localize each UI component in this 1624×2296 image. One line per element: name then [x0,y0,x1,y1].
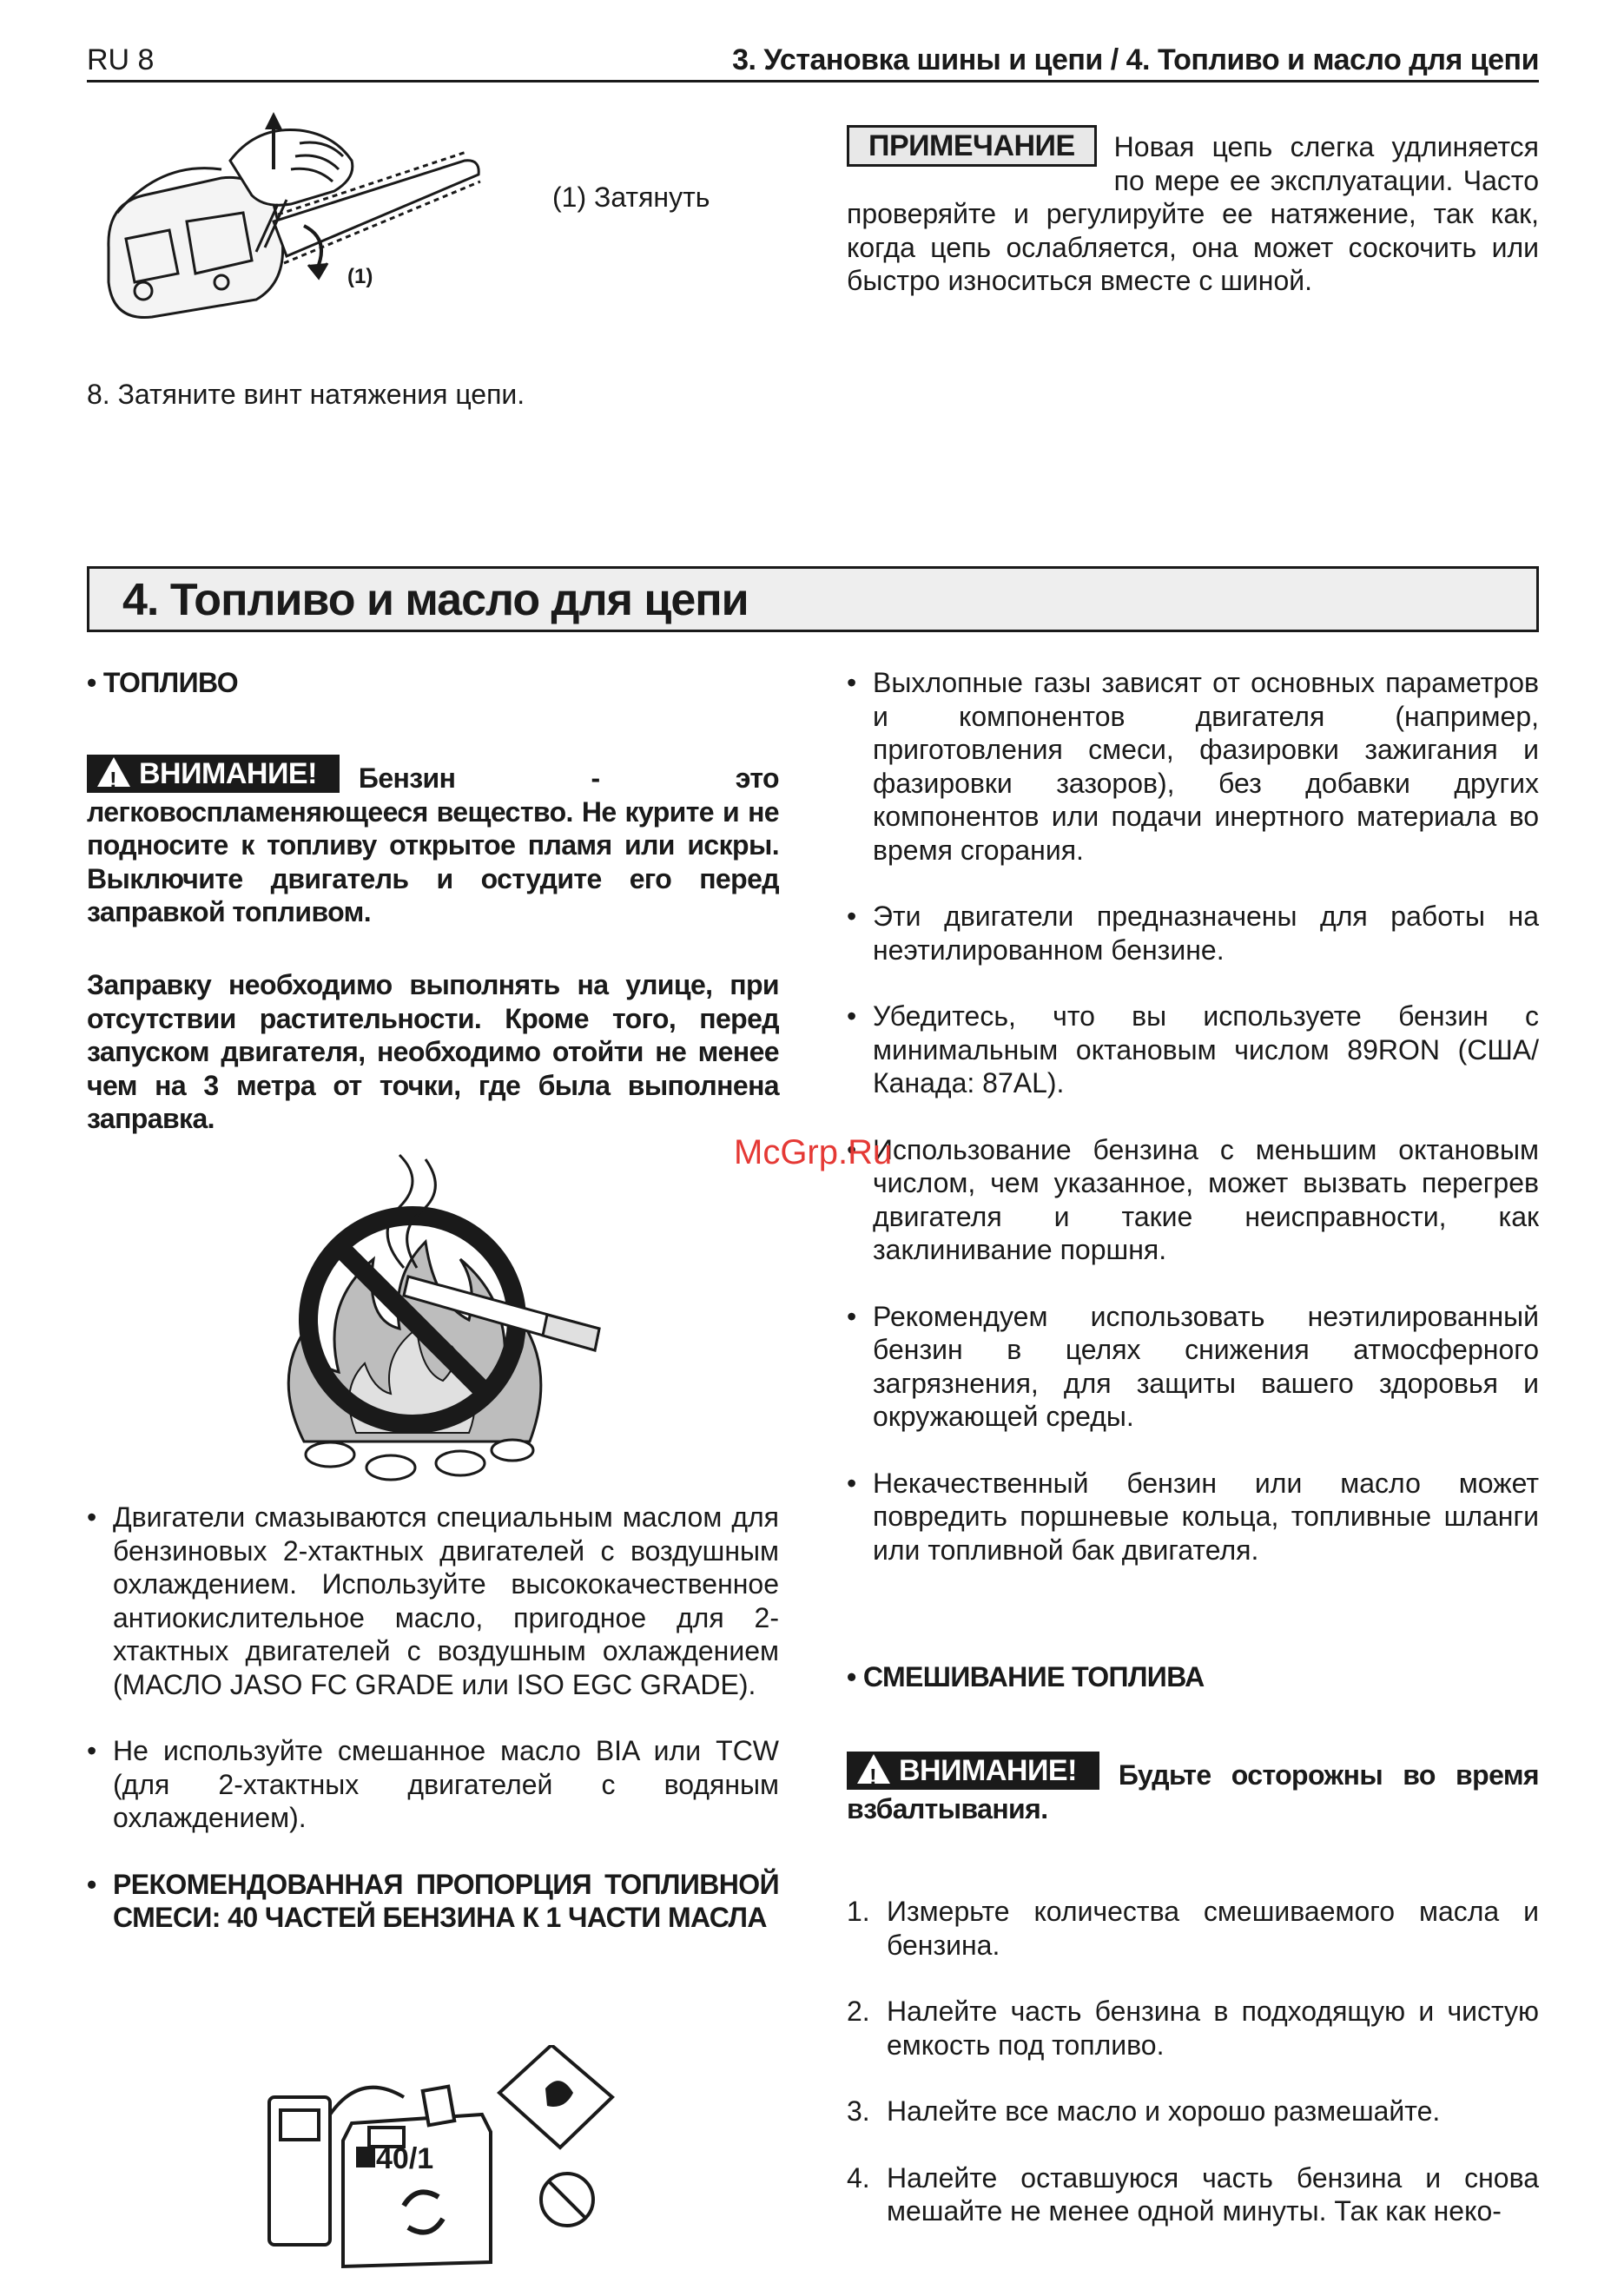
list-item: • Эти двигатели предназначены для работы на неэтилированном бензине. [847,900,1539,967]
warning-triangle-icon [857,1754,890,1784]
mixing-steps [847,1895,1539,2228]
list-item: • Выхлопные газы зависят от основных параметров и компонентов двигателя (например, приготовления смеси, фазировки зажигания и фазировки зазоров), без добавки других компонентов или подачи инертного материала во время сгорания. [847,666,1539,867]
fuel-warning-block [87,757,779,929]
mixing-warning-text: Будьте осторожны во время взбалтывания. [847,1759,1539,1824]
refuel-text: Заправку необходимо выполнять на улице, при отсутствии растительности. Кроме того, перед запуском двигателя, необходимо отойти не менее чем на 3 метра от точки, где была выполнена заправка. [87,969,779,1134]
note-label: ПРИМЕЧАНИЕ [847,125,1097,167]
chainsaw-tightening-illustration [91,109,491,352]
note-text: Новая цепь слегка удлиняется по мере ее эксплуатации. Часто проверяйте и регулируйте ее натяжение, так как, когда цепь ослабляется, она может соскочить или быстро износиться вместе с шиной. [847,131,1539,296]
list-item: • Некачественный бензин или масло может повредить поршневые кольца, топливные шланги или топливной бак двигателя. [847,1467,1539,1567]
figure-callout: (1) [347,265,373,288]
page-label: RU 8 [87,43,155,76]
list-item: 2. Налейте часть бензина в подходящую и чистую емкость под топливо. [847,1996,1539,2061]
list-item: • Использование бензина с меньшим октановым числом, чем указанное, может вызвать перегрев двигателя и такие неисправности, как заклинивание поршня. [847,1133,1539,1267]
right-bullet-list [847,666,1539,1567]
chapter-title: 3. Установка шины и цепи / 4. Топливо и масло для цепи [732,43,1539,76]
list-item: 1. Измерьте количества смешиваемого масла и бензина. [847,1896,1539,1961]
no-smoking-no-fire-icon [252,1146,617,1485]
header-rule [87,80,1539,82]
list-item: 4. Налейте оставшуюся часть бензина и снова мешайте не менее одной минуты. Так как неко- [847,2161,1539,2227]
step-8: 8. Затяните винт натяжения цепи. [87,379,525,410]
fuel-warning-text: Бензин - это легковоспламеняющееся вещество. Не курите и не подносите к топливу открытое пламя или искры. Выключите двигатель и остудите его перед заправкой топливом. [87,762,779,927]
list-item: • Убедитесь, что вы используете бензин с минимальным октановым числом 89RON (США/Канада: 87AL). [847,1000,1539,1100]
list-item: • Рекомендуем использовать неэтилированный бензин в целях снижения атмосферного загрязнения, для защиты вашего здоровья и окружающей среды. [847,1300,1539,1434]
warning-triangle-icon [97,757,130,787]
fuel-heading: • ТОПЛИВО [87,667,238,698]
figure-caption: (1) Затянуть [552,181,710,213]
can-ratio-label: 40/1 [376,2142,434,2175]
note-block [847,130,1539,298]
fuel-warning-label: !ВНИМАНИЕ! [87,755,340,793]
list-item: • Двигатели смазываются специальным маслом для бензиновых 2-хтактных двигателей с воздушным охлаждением. Используйте высококачественное антиокислительное масло, пригодное для 2-хтактных двигателей с воздушным охлаждением (МАСЛО JASO FC GRADE или ISO EGC GRADE). [87,1501,779,1701]
mixing-heading: • СМЕШИВАНИЕ ТОПЛИВА [847,1661,1205,1692]
mixing-warning-label: !ВНИМАНИЕ! [847,1752,1099,1790]
left-bullet-list [87,1501,779,1935]
list-item: • Не используйте смешанное масло BIA или TCW (для 2-хтактных двигателей с водяным охлаждением). [87,1734,779,1835]
list-item: 3. Налейте все масло и хорошо размешайте. [847,2095,1441,2127]
ratio-heading: • РЕКОМЕНДОВАННАЯ ПРОПОРЦИЯ ТОПЛИВНОЙ СМЕСИ: 40 ЧАСТЕЙ БЕНЗИНА К 1 ЧАСТИ МАСЛА [87,1868,779,1935]
section-title: 4. Топливо и масло для цепи [87,566,1539,632]
watermark: McGrp.Ru [734,1133,893,1171]
mixing-warning-block [847,1754,1539,1825]
fuel-can-mixing-illustration [265,2045,621,2275]
